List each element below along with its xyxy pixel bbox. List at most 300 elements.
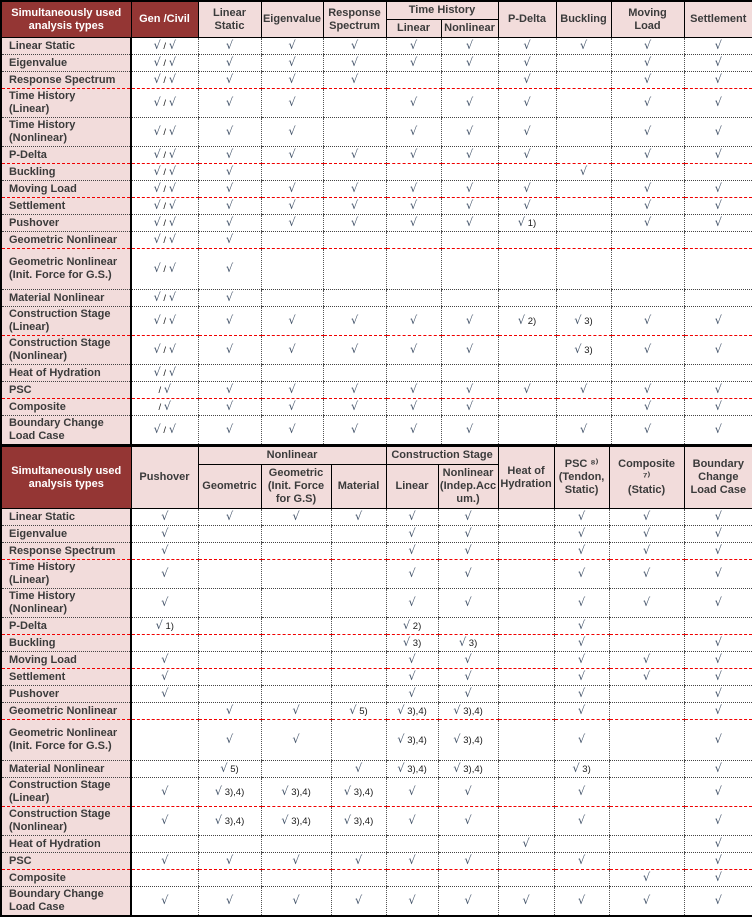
checkmark-icon: √ [409,55,418,69]
checkmark-icon: √ [465,181,474,195]
matrix-cell [386,635,438,652]
checkmark-icon: √ [572,761,580,775]
matrix-cell [441,118,498,147]
checkmark-icon: √ [161,893,169,907]
checkmark-icon: √ [288,422,296,436]
matrix-cell [323,249,386,290]
matrix-cell [611,249,684,290]
checkmark-icon: √ [409,313,418,327]
matrix-cell [611,38,684,55]
matrix-cell [609,669,684,686]
checkmark-icon: √ [408,652,416,666]
checkmark-icon: √ [225,261,234,275]
cell-text: / [160,345,169,356]
matrix-cell [556,147,611,164]
table-row [1,118,752,147]
checkmark-icon: √ [153,72,161,86]
checkmark-icon: √ [402,618,411,632]
matrix-cell [261,836,331,853]
matrix-cell [331,509,386,526]
matrix-cell [611,307,684,336]
checkmark-icon: √ [577,813,586,827]
matrix-cell [498,399,556,416]
matrix-cell [386,164,441,181]
matrix-cell [441,416,498,446]
checkmark-icon: √ [577,543,586,557]
matrix-cell [261,686,331,703]
checkmark-icon: √ [163,382,172,396]
checkmark-icon: √ [714,382,722,396]
table-row [1,807,752,836]
matrix-cell [261,652,331,669]
matrix-cell [198,720,261,761]
matrix-cell [386,365,441,382]
table-row [1,198,752,215]
matrix-cell [498,870,554,887]
checkmark-icon: √ [714,870,722,884]
checkmark-icon: √ [161,652,169,666]
checkmark-icon: √ [408,509,416,523]
checkmark-icon: √ [350,382,359,396]
table-row [1,560,752,589]
matrix-cell [198,703,261,720]
matrix-cell [386,543,438,560]
table-row [1,618,752,635]
matrix-cell [131,807,198,836]
checkmark-icon: √ [225,38,234,52]
row-label: Geometric Nonlinear (Init. Force for G.S.) [1,720,131,761]
matrix-cell [441,181,498,198]
checkmark-icon: √ [153,198,161,212]
matrix-cell [131,365,198,382]
matrix-cell [498,72,556,89]
matrix-cell [684,543,752,560]
checkmark-icon: √ [409,399,418,413]
checkmark-icon: √ [153,342,161,356]
matrix-cell [131,147,198,164]
matrix-cell [386,399,441,416]
matrix-cell [441,164,498,181]
matrix-cell [556,382,611,399]
matrix-cell [261,164,323,181]
matrix-cell [261,181,323,198]
checkmark-icon: √ [225,95,234,109]
matrix-cell [609,836,684,853]
matrix-cell [498,526,554,543]
matrix-cell [198,560,261,589]
matrix-cell [609,807,684,836]
matrix-cell [684,164,752,181]
checkmark-icon: √ [409,124,418,138]
matrix-cell [438,887,498,917]
matrix-cell [684,509,752,526]
cell-text: 3),4) [404,706,427,717]
matrix-cell [611,72,684,89]
matrix-cell [331,853,386,870]
cell-text: 3),4) [222,816,245,827]
checkmark-icon: √ [465,382,474,396]
matrix-cell [261,307,323,336]
matrix-cell [261,618,331,635]
table-row [1,543,752,560]
matrix-cell [498,307,556,336]
row-label: Settlement [1,198,131,215]
checkmark-icon: √ [643,422,652,436]
table-row [1,38,752,55]
matrix-cell [441,198,498,215]
matrix-cell [438,703,498,720]
matrix-cell [556,336,611,365]
table-row [1,703,752,720]
matrix-cell [498,669,554,686]
matrix-cell [556,365,611,382]
cell-text: / [160,127,169,138]
matrix-cell [438,720,498,761]
matrix-cell [386,807,438,836]
checkmark-icon: √ [397,703,405,717]
matrix-cell [438,652,498,669]
table-row [1,181,752,198]
table-row [1,72,752,89]
checkmark-icon: √ [408,526,416,540]
row-label: Construction Stage (Nonlinear) [1,336,131,365]
checkmark-icon: √ [577,703,586,717]
matrix-cell [611,365,684,382]
checkmark-icon: √ [523,72,531,86]
table-row [1,720,752,761]
checkmark-icon: √ [577,526,586,540]
cell-text: 3) [466,638,478,649]
table-row [1,147,752,164]
matrix-cell [498,382,556,399]
checkmark-icon: √ [225,232,234,246]
matrix-cell [609,761,684,778]
checkmark-icon: √ [517,215,526,229]
matrix-cell [441,215,498,232]
matrix-cell [131,181,198,198]
matrix-cell [684,807,752,836]
matrix-cell [609,870,684,887]
matrix-cell [261,89,323,118]
checkmark-icon: √ [714,147,722,161]
matrix-cell [554,669,609,686]
matrix-cell [386,589,438,618]
checkmark-icon: √ [643,124,652,138]
checkmark-icon: √ [579,382,588,396]
checkmark-icon: √ [161,595,169,609]
checkmark-icon: √ [153,38,161,52]
checkmark-icon: √ [354,761,363,775]
checkmark-icon: √ [714,215,722,229]
cell-text: / [160,368,169,379]
cell-text: / [160,235,169,246]
matrix-cell [198,164,261,181]
matrix-cell [131,336,198,365]
matrix-cell [131,778,198,807]
matrix-cell [261,55,323,72]
matrix-cell [611,55,684,72]
checkmark-icon: √ [408,813,416,827]
matrix-cell [131,249,198,290]
matrix-cell [609,778,684,807]
matrix-cell [386,509,438,526]
checkmark-icon: √ [292,509,300,523]
row-label: Moving Load [1,652,131,669]
row-label: Boundary Change Load Case [1,887,131,917]
table-row [1,365,752,382]
cell-text: 1) [525,218,537,229]
matrix-cell [198,307,261,336]
matrix-cell [498,118,556,147]
matrix-cell [331,526,386,543]
checkmark-icon: √ [168,215,177,229]
matrix-cell [386,290,441,307]
matrix-cell [261,526,331,543]
matrix-cell [198,382,261,399]
row-label: PSC [1,382,131,399]
checkmark-icon: √ [464,893,472,907]
matrix-cell [684,836,752,853]
cell-text: 3),4) [460,706,483,717]
checkmark-icon: √ [288,181,296,195]
matrix-cell [261,887,331,917]
matrix-cell [684,89,752,118]
matrix-cell [684,652,752,669]
checkmark-icon: √ [153,124,161,138]
checkmark-icon: √ [350,55,359,69]
matrix-cell [609,635,684,652]
checkmark-icon: √ [288,342,296,356]
matrix-cell [441,72,498,89]
matrix-cell [386,198,441,215]
matrix-cell [198,249,261,290]
checkmark-icon: √ [409,95,418,109]
matrix-cell [556,249,611,290]
matrix-cell [556,307,611,336]
matrix-cell [323,365,386,382]
table-row [1,870,752,887]
matrix-cell [323,336,386,365]
table-row [1,249,752,290]
row-label: Boundary Change Load Case [1,416,131,446]
matrix-cell [386,526,438,543]
matrix-cell [498,55,556,72]
checkmark-icon: √ [517,313,526,327]
table-row [1,55,752,72]
matrix-cell [198,761,261,778]
column-header: Eigenvalue [261,1,323,38]
cell-text: 2) [525,316,537,327]
column-header: P-Delta [498,1,556,38]
matrix-cell [498,181,556,198]
row-label: Time History (Nonlinear) [1,589,131,618]
checkmark-icon: √ [577,566,586,580]
matrix-cell [261,198,323,215]
matrix-cell [386,147,441,164]
matrix-cell [554,887,609,917]
checkmark-icon: √ [577,652,586,666]
checkmark-icon: √ [714,124,722,138]
checkmark-icon: √ [465,124,474,138]
matrix-cell [386,720,438,761]
matrix-cell [438,686,498,703]
matrix-cell [609,652,684,669]
checkmark-icon: √ [168,232,177,246]
column-header: Pushover [131,447,198,509]
matrix-cell [198,778,261,807]
matrix-cell [438,509,498,526]
checkmark-icon: √ [714,836,722,850]
column-group-header: Time History [386,1,498,20]
column-group-header: Nonlinear [198,447,386,465]
checkmark-icon: √ [153,55,161,69]
matrix-cell [441,232,498,249]
checkmark-icon: √ [292,893,300,907]
column-header: Gen /Civil [131,1,198,38]
matrix-cell [331,761,386,778]
matrix-cell [554,807,609,836]
checkmark-icon: √ [465,95,474,109]
checkmark-icon: √ [579,38,588,52]
checkmark-icon: √ [225,509,234,523]
checkmark-icon: √ [409,342,418,356]
matrix-cell [261,669,331,686]
checkmark-icon: √ [161,686,169,700]
row-label: P-Delta [1,618,131,635]
checkmark-icon: √ [577,509,586,523]
matrix-cell [261,232,323,249]
checkmark-icon: √ [350,181,359,195]
cell-text: / [160,75,169,86]
matrix-cell [556,164,611,181]
matrix-cell [684,589,752,618]
checkmark-icon: √ [523,124,531,138]
matrix-cell [386,560,438,589]
matrix-cell [386,249,441,290]
table-row [1,416,752,446]
table-row [1,89,752,118]
matrix-cell [331,686,386,703]
checkmark-icon: √ [643,399,652,413]
matrix-cell [131,72,198,89]
row-label: Eigenvalue [1,55,131,72]
cell-text: 3),4) [288,816,311,827]
checkmark-icon: √ [225,342,234,356]
matrix-cell [386,89,441,118]
row-label: Pushover [1,686,131,703]
matrix-cell [684,365,752,382]
checkmark-icon: √ [409,38,418,52]
matrix-cell [131,526,198,543]
cell-text: / [160,184,169,195]
column-header: Nonlinear (Indep.Acc um.) [438,465,498,509]
matrix-cell [323,147,386,164]
table-row [1,232,752,249]
row-label: PSC [1,853,131,870]
matrix-cell [438,589,498,618]
matrix-cell [261,365,323,382]
matrix-cell [438,778,498,807]
matrix-cell [498,686,554,703]
column-header: Composite ⁷⁾ (Static) [609,447,684,509]
checkmark-icon: √ [343,813,352,827]
matrix-cell [611,181,684,198]
matrix-cell [684,198,752,215]
matrix-cell [438,560,498,589]
matrix-cell [386,72,441,89]
checkmark-icon: √ [168,181,177,195]
checkmark-icon: √ [714,761,722,775]
matrix-cell [131,215,198,232]
checkmark-icon: √ [714,422,722,436]
matrix-cell [386,686,438,703]
checkmark-icon: √ [574,313,582,327]
matrix-cell [198,635,261,652]
matrix-cell [198,589,261,618]
checkmark-icon: √ [714,342,722,356]
matrix-cell [131,589,198,618]
checkmark-icon: √ [220,761,228,775]
matrix-cell [261,215,323,232]
checkmark-icon: √ [465,198,474,212]
row-label: Time History (Linear) [1,89,131,118]
matrix-cell [331,887,386,917]
checkmark-icon: √ [168,95,177,109]
checkmark-icon: √ [464,566,472,580]
checkmark-icon: √ [643,215,652,229]
matrix-cell [198,652,261,669]
checkmark-icon: √ [161,784,169,798]
matrix-cell [684,703,752,720]
checkmark-icon: √ [288,38,296,52]
table-title: Simultaneously used analysis types [1,447,131,509]
checkmark-icon: √ [577,595,586,609]
table-row [1,526,752,543]
checkmark-icon: √ [577,669,586,683]
matrix-cell [441,38,498,55]
matrix-cell [323,72,386,89]
row-label: Moving Load [1,181,131,198]
matrix-cell [386,55,441,72]
table-row [1,669,752,686]
matrix-cell [611,147,684,164]
matrix-cell [441,55,498,72]
matrix-cell [131,853,198,870]
row-label: Heat of Hydration [1,836,131,853]
checkmark-icon: √ [168,164,177,178]
checkmark-icon: √ [408,566,416,580]
matrix-cell [611,215,684,232]
checkmark-icon: √ [714,526,722,540]
matrix-cell [684,853,752,870]
checkmark-icon: √ [642,595,651,609]
checkmark-icon: √ [714,813,722,827]
checkmark-icon: √ [465,215,474,229]
cell-text: / [160,218,169,229]
matrix-cell [554,509,609,526]
checkmark-icon: √ [464,595,472,609]
matrix-cell [323,399,386,416]
cell-text: / [158,402,164,413]
checkmark-icon: √ [168,342,177,356]
matrix-cell [323,38,386,55]
column-header: Response Spectrum [323,1,386,38]
matrix-cell [261,635,331,652]
matrix-cell [441,365,498,382]
checkmark-icon: √ [714,595,722,609]
matrix-cell [554,761,609,778]
matrix-cell [498,290,556,307]
